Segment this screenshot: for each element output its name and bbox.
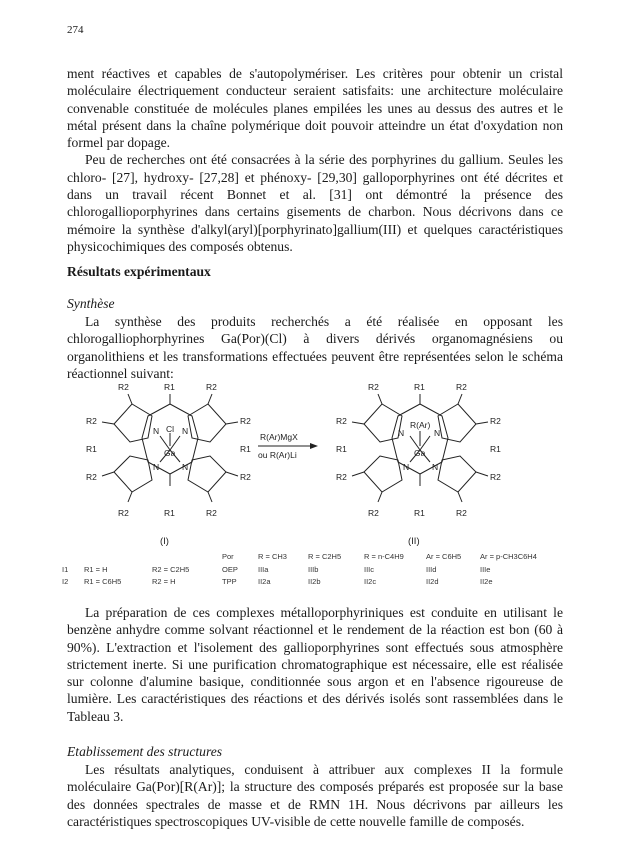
legend-row2-sub2: R2 = H — [152, 577, 176, 586]
legend-header-c2h5: R = C2H5 — [308, 552, 342, 561]
I-right-r1: R1 — [240, 444, 251, 454]
I-top-r2-left: R2 — [118, 382, 129, 392]
II-left-r2-top: R2 — [336, 416, 347, 426]
preparation-paragraph — [67, 604, 563, 725]
I-right-r2-bottom: R2 — [240, 472, 251, 482]
compound-legend — [60, 552, 560, 586]
legend-row1-cell-a: IIIa — [258, 565, 269, 574]
II-top-r2-right: R2 — [456, 382, 467, 392]
I-bottom-r2-right: R2 — [206, 508, 217, 518]
II-right-r2-bottom: R2 — [490, 472, 501, 482]
legend-row1-cell-e: IIIe — [480, 565, 491, 574]
I-left-r1: R1 — [86, 444, 97, 454]
research-text: Peu de recherches ont été consacrées à la série des porphyrines du gallium. Seules les chloro- [27], hydroxy- [27,28] et phénoxy- [29,30] galloporphyrines ont été décrites et dans un travail récent Bonnet et al. [31] ont démontré la présence des chlorogallioporphyrines dans certains gisements de charbon. Nous décrivons dans ce mémoire la synthèse d'alkyl(aryl)[porphyrinato]gallium(III) et quelques caractéristiques physicochimiques des composés obtenus. — [67, 152, 563, 254]
II-n-bottomright: N — [432, 462, 439, 472]
structures-text: Les résultats analytiques, conduisent à attribuer aux complexes II la formule moléculaire Ga(Por)[R(Ar)]; la structure des composés préparés est proposée sur la base des données spectrales de masse et de RMN 1H. Nous décrivons par ailleurs les caractéristiques spectroscopiques UV-visible de cette nouvelle famille de composés. — [67, 762, 563, 829]
subsection-structures: Etablissement des structures — [67, 744, 223, 759]
II-top-r1: R1 — [414, 382, 425, 392]
legend-row1-sub1: R1 = H — [84, 565, 108, 574]
II-ga: Ga — [414, 448, 426, 458]
I-left-r2-top: R2 — [86, 416, 97, 426]
legend-row1-label: I1 — [62, 565, 69, 574]
legend-header-ch3: R = CH3 — [258, 552, 287, 561]
page-number: 274 — [67, 24, 84, 36]
I-bottom-r2-left: R2 — [118, 508, 129, 518]
intro-text: ment réactives et capables de s'autopolymériser. Les critères pour obtenir un cristal moléculaire électriquement conducteur seraient satisfaits: une architecture moléculaire convenable constituée de molécules planes empilées les unes au dessus des autres et le métal présent dans la chaîne polymérique doit pouvoir atteindre un état d'oxydation non formel par dopage. — [67, 66, 563, 151]
reaction-scheme — [60, 376, 560, 552]
legend-header-pch3c6h4: Ar = p-CH3C6H4 — [480, 552, 537, 561]
I-top-r2-right: R2 — [206, 382, 217, 392]
legend-row2-cell-b: II2b — [308, 577, 321, 586]
legend-row1-sub2: R2 = C2H5 — [152, 565, 190, 574]
legend-row1-por: OEP — [222, 565, 238, 574]
legend-header-nc4h9: R = n-C4H9 — [364, 552, 404, 561]
II-top-r2-left: R2 — [368, 382, 379, 392]
II-n-bottomleft: N — [403, 462, 410, 472]
section-title: Résultats expérimentaux — [67, 264, 211, 279]
II-left-r2-bottom: R2 — [336, 472, 347, 482]
preparation-text: La préparation de ces complexes métalloporphyriniques est conduite en utilisant le benzène anhydre comme solvant réactionnel et le rendement de la réaction est bon (60 à 90%). L'extraction et l'isolement des gallioporphyrines sont effectués sous atmosphère strictement inerte. Si une purification chromatographique est nécessaire, elle est réalisée sur colonne d'alumine basique, conditionnée sous argon et en l'absence rigoureuse de lumière. Les caractéristiques des réactions et des dérivés isolés sont rassemblées dans le Tableau 3. — [67, 605, 563, 724]
legend-header-c6h5: Ar = C6H5 — [426, 552, 462, 561]
I-n-topright: N — [182, 426, 189, 436]
II-bottom-r2-left: R2 — [368, 508, 379, 518]
legend-row2-cell-d: II2d — [426, 577, 439, 586]
II-right-r2-top: R2 — [490, 416, 501, 426]
reagent-top: R(Ar)MgX — [260, 432, 298, 442]
reaction-arrow — [258, 432, 318, 460]
structures-paragraph — [67, 761, 563, 830]
II-n-topright: N — [434, 428, 441, 438]
legend-row2-cell-c: II2c — [364, 577, 377, 586]
legend-header-por: Por — [222, 552, 234, 561]
II-bottom-r1: R1 — [414, 508, 425, 518]
II-rar: R(Ar) — [410, 420, 431, 430]
I-top-r1: R1 — [164, 382, 175, 392]
I-right-r2-top: R2 — [240, 416, 251, 426]
legend-row2-cell-a: II2a — [258, 577, 271, 586]
synthese-text: La synthèse des produits recherchés a été réalisée en opposant les chlorogalliophorphyrines Ga(Por)(Cl) à divers dérivés organomagnésiens ou organolithiens et les transformations effectuées peuvent être représentées selon le schéma réactionnel suivant: — [67, 314, 563, 381]
II-bottom-r2-right: R2 — [456, 508, 467, 518]
I-n-bottomright: N — [182, 462, 189, 472]
label-I: (I) — [160, 536, 169, 547]
I-bottom-r1: R1 — [164, 508, 175, 518]
reagent-bottom: ou R(Ar)Li — [258, 450, 297, 460]
I-n-bottomleft: N — [153, 462, 160, 472]
legend-row1-cell-d: IIId — [426, 565, 437, 574]
subsection-synthese: Synthèse — [67, 296, 115, 311]
label-II: (II) — [408, 536, 420, 547]
legend-row1-cell-c: IIIc — [364, 565, 375, 574]
legend-row1-cell-b: IIIb — [308, 565, 319, 574]
intro-paragraph — [67, 65, 563, 255]
II-n-topleft: N — [398, 428, 405, 438]
synthese-paragraph — [67, 313, 563, 382]
legend-row2-por: TPP — [222, 577, 237, 586]
legend-row2-label: I2 — [62, 577, 69, 586]
legend-row2-sub1: R1 = C6H5 — [84, 577, 122, 586]
legend-row2-cell-e: II2e — [480, 577, 493, 586]
I-n-topleft: N — [153, 426, 160, 436]
II-right-r1: R1 — [490, 444, 501, 454]
I-ga: Ga — [164, 448, 176, 458]
I-left-r2-bottom: R2 — [86, 472, 97, 482]
II-left-r1: R1 — [336, 444, 347, 454]
I-cl: Cl — [166, 424, 175, 434]
